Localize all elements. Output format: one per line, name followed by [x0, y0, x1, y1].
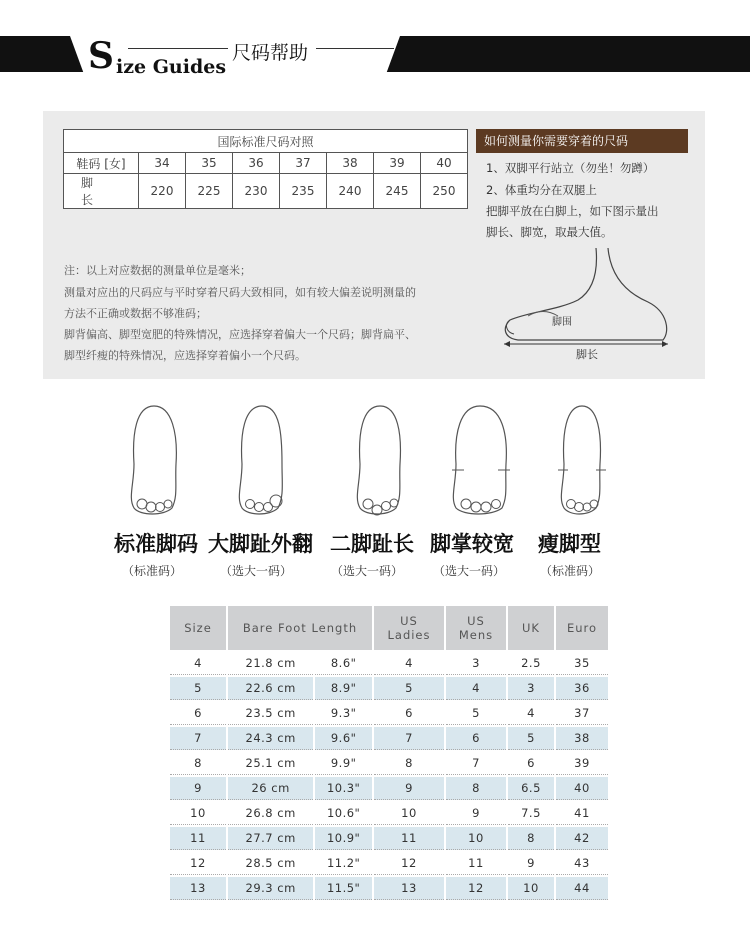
- cell-us-mens: 4: [446, 677, 506, 700]
- title-rule-left: [128, 48, 228, 49]
- label-girth: 脚围: [552, 317, 572, 328]
- cell-uk: 8: [508, 827, 554, 850]
- cell-uk: 3: [508, 677, 554, 700]
- cell-foot-in: 8.9": [315, 677, 372, 700]
- how-to-step: 把脚平放在白脚上，如下图示量出: [486, 204, 659, 218]
- cn-length-row: [64, 174, 468, 209]
- cn-size-row: [64, 153, 468, 174]
- cell-us-ladies: 10: [374, 802, 444, 825]
- cell-size: 8: [170, 752, 226, 775]
- cell-foot-in: 9.3": [315, 702, 372, 725]
- foot-bunion-illustration: [232, 404, 302, 519]
- cell-us-mens: 5: [446, 702, 506, 725]
- foot-type-name: 大脚趾外翻: [208, 532, 313, 556]
- cell-us-mens: 6: [446, 727, 506, 750]
- size-table-row: [170, 652, 608, 675]
- cell-foot-cm: 24.3 cm: [228, 727, 313, 750]
- cell-us-ladies: 13: [374, 877, 444, 900]
- cell-foot-cm: 22.6 cm: [228, 677, 313, 700]
- cell-euro: 42: [556, 827, 608, 850]
- cn-length-cell: 240: [327, 174, 374, 209]
- cell-us-ladies: 8: [374, 752, 444, 775]
- cell-us-mens: 10: [446, 827, 506, 850]
- cell-us-ladies: 5: [374, 677, 444, 700]
- cn-size-cell: 40: [421, 153, 468, 174]
- how-to-step: 1、双脚平行站立（勿坐！勿蹲）: [486, 161, 655, 175]
- cell-foot-in: 9.6": [315, 727, 372, 750]
- cell-uk: 6: [508, 752, 554, 775]
- cell-uk: 9: [508, 852, 554, 875]
- size-table-body: [170, 652, 608, 900]
- size-table-row: [170, 877, 608, 900]
- title-text: ize Guides: [116, 56, 227, 78]
- size-table-row: [170, 752, 608, 775]
- header-size: Size: [170, 606, 226, 650]
- cell-foot-in: 9.9": [315, 752, 372, 775]
- how-to-heading: 如何测量你需要穿着的尺码: [476, 129, 688, 153]
- cn-row-label-length: 脚长: [64, 174, 139, 209]
- note-line: 注：以上对应数据的测量单位是毫米；: [64, 264, 251, 277]
- cn-size-cell: 36: [233, 153, 280, 174]
- cell-us-mens: 9: [446, 802, 506, 825]
- foot-type-advice: （选大一码）: [331, 564, 404, 578]
- cell-size: 13: [170, 877, 226, 900]
- cell-us-mens: 3: [446, 652, 506, 675]
- size-conversion-table: [168, 604, 610, 902]
- cell-foot-cm: 21.8 cm: [228, 652, 313, 675]
- cell-uk: 10: [508, 877, 554, 900]
- size-table-row: [170, 852, 608, 875]
- title-rule-right: [316, 48, 394, 49]
- cell-uk: 6.5: [508, 777, 554, 800]
- cn-length-cell: 230: [233, 174, 280, 209]
- label-length: 脚长: [576, 348, 598, 361]
- cell-foot-in: 10.9": [315, 827, 372, 850]
- cell-euro: 43: [556, 852, 608, 875]
- cell-euro: 39: [556, 752, 608, 775]
- how-to-step: 2、体重均分在双腿上: [486, 183, 597, 197]
- foot-wide-illustration: [446, 404, 516, 519]
- foot-standard-illustration: [120, 404, 190, 519]
- cell-us-ladies: 9: [374, 777, 444, 800]
- size-table-row: [170, 677, 608, 700]
- header-us-ladies: US Ladies: [374, 606, 444, 650]
- cn-size-cell: 39: [374, 153, 421, 174]
- title-initial: S: [88, 35, 114, 77]
- cell-uk: 7.5: [508, 802, 554, 825]
- cell-size: 11: [170, 827, 226, 850]
- cell-euro: 44: [556, 877, 608, 900]
- cell-euro: 37: [556, 702, 608, 725]
- cell-euro: 36: [556, 677, 608, 700]
- cell-foot-cm: 28.5 cm: [228, 852, 313, 875]
- cell-size: 10: [170, 802, 226, 825]
- foot-type-name: 二脚趾长: [330, 532, 414, 556]
- note-line: 脚型纤瘦的特殊情况，应选择穿着偏小一个尺码。: [64, 349, 306, 362]
- size-table-row: [170, 777, 608, 800]
- cell-foot-in: 8.6": [315, 652, 372, 675]
- cell-size: 7: [170, 727, 226, 750]
- cn-size-cell: 38: [327, 153, 374, 174]
- cn-length-cell: 250: [421, 174, 468, 209]
- cell-euro: 41: [556, 802, 608, 825]
- header-uk: UK: [508, 606, 554, 650]
- cell-uk: 2.5: [508, 652, 554, 675]
- cell-foot-in: 11.5": [315, 877, 372, 900]
- foot-type-name: 瘦脚型: [538, 532, 601, 556]
- cell-foot-in: 11.2": [315, 852, 372, 875]
- cell-us-ladies: 11: [374, 827, 444, 850]
- cn-length-cell: 235: [280, 174, 327, 209]
- header-euro: Euro: [556, 606, 608, 650]
- cn-size-cell: 35: [186, 153, 233, 174]
- size-table-header: [170, 606, 608, 650]
- foot-type-advice: （选大一码）: [220, 564, 293, 578]
- note-line: 测量对应出的尺码应与平时穿着尺码大致相同，如有较大偏差说明测量的: [64, 286, 416, 299]
- foot-slim-illustration: [548, 404, 618, 519]
- cell-euro: 38: [556, 727, 608, 750]
- foot-type-advice: （选大一码）: [433, 564, 506, 578]
- cell-us-ladies: 12: [374, 852, 444, 875]
- cell-foot-cm: 27.7 cm: [228, 827, 313, 850]
- foot-type-name: 标准脚码: [114, 532, 198, 556]
- cell-us-mens: 12: [446, 877, 506, 900]
- foot-type-name: 脚掌较宽: [430, 532, 514, 556]
- cell-us-ladies: 6: [374, 702, 444, 725]
- cell-uk: 5: [508, 727, 554, 750]
- cell-size: 12: [170, 852, 226, 875]
- cn-size-table: [63, 129, 468, 209]
- cell-us-ladies: 7: [374, 727, 444, 750]
- cell-uk: 4: [508, 702, 554, 725]
- cell-foot-in: 10.6": [315, 802, 372, 825]
- cn-size-cell: 37: [280, 153, 327, 174]
- note-line: 脚背偏高、脚型宽肥的特殊情况，应选择穿着偏大一个尺码；脚背扁平、: [64, 328, 416, 341]
- foot-long-second-toe-illustration: [346, 404, 416, 519]
- cn-row-label-size: 鞋码 [女]: [64, 153, 139, 174]
- cell-size: 6: [170, 702, 226, 725]
- foot-type-advice: （标准码）: [122, 564, 183, 578]
- note-line: 方法不正确或数据不够准码；: [64, 307, 207, 320]
- cn-length-cell: 245: [374, 174, 421, 209]
- size-table-row: [170, 727, 608, 750]
- cell-euro: 40: [556, 777, 608, 800]
- cell-foot-cm: 26.8 cm: [228, 802, 313, 825]
- cell-foot-in: 10.3": [315, 777, 372, 800]
- cell-us-mens: 11: [446, 852, 506, 875]
- cell-foot-cm: 23.5 cm: [228, 702, 313, 725]
- cell-size: 9: [170, 777, 226, 800]
- cn-length-cell: 220: [139, 174, 186, 209]
- how-to-step: 脚长、脚宽，取最大值。: [486, 225, 613, 239]
- cn-table-title: 国际标准尺码对照: [64, 130, 468, 153]
- cell-foot-cm: 29.3 cm: [228, 877, 313, 900]
- cell-foot-cm: 25.1 cm: [228, 752, 313, 775]
- cell-us-ladies: 4: [374, 652, 444, 675]
- cell-size: 4: [170, 652, 226, 675]
- cell-foot-cm: 26 cm: [228, 777, 313, 800]
- cell-size: 5: [170, 677, 226, 700]
- size-table-row: [170, 702, 608, 725]
- size-table-row: [170, 802, 608, 825]
- foot-type-advice: （标准码）: [540, 564, 601, 578]
- cn-size-cell: 34: [139, 153, 186, 174]
- title-chinese: 尺码帮助: [232, 42, 309, 64]
- header-bare-foot-length: Bare Foot Length: [228, 606, 372, 650]
- header-us-mens: US Mens: [446, 606, 506, 650]
- cn-length-cell: 225: [186, 174, 233, 209]
- cell-us-mens: 8: [446, 777, 506, 800]
- cell-us-mens: 7: [446, 752, 506, 775]
- size-table-row: [170, 827, 608, 850]
- cell-euro: 35: [556, 652, 608, 675]
